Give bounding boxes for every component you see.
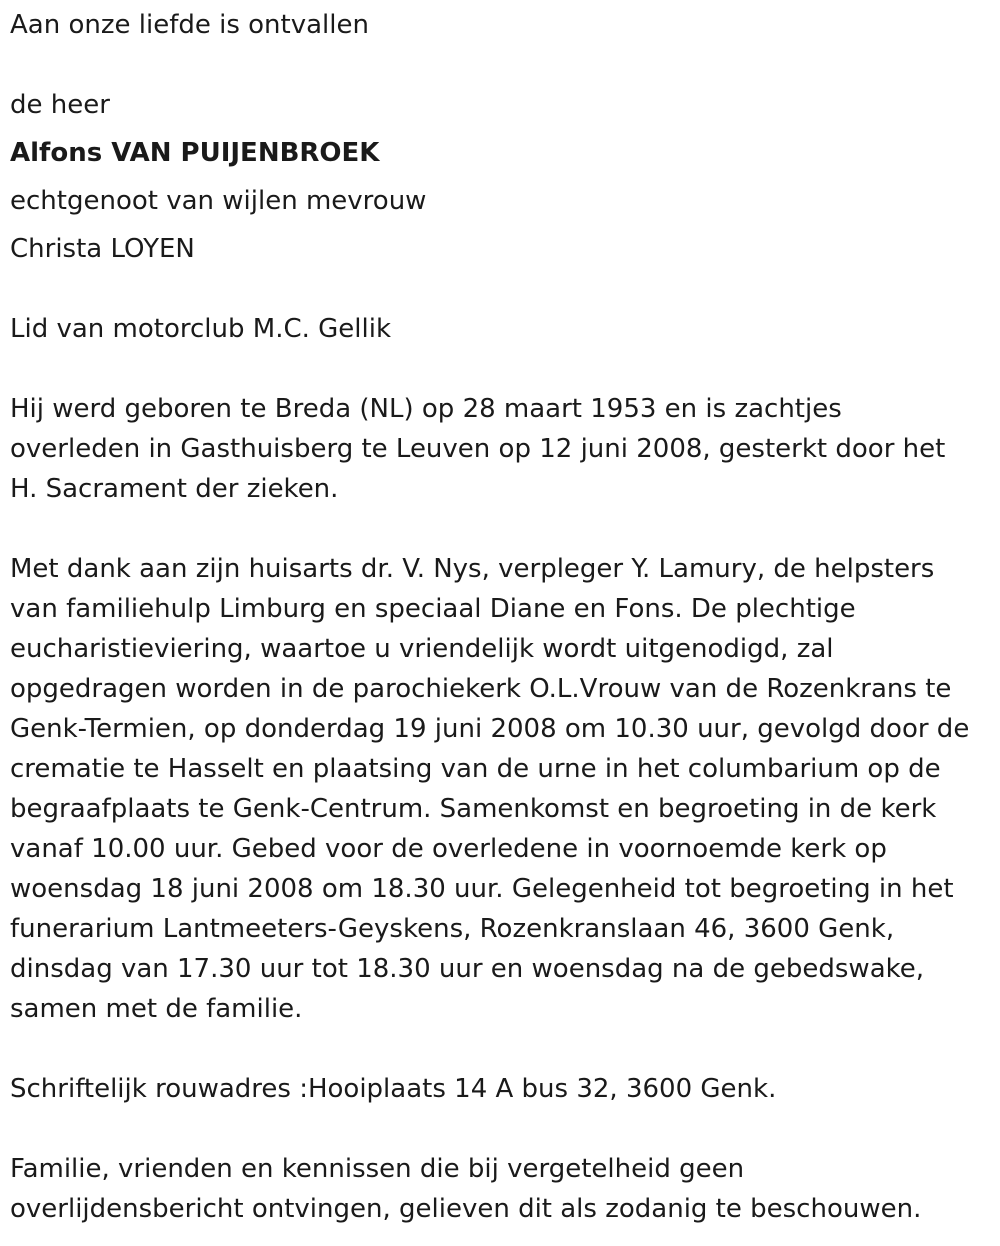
paragraph-line: Genk-Termien, op donderdag 19 juni 2008 om 10.30 uur, gevolgd door de xyxy=(10,714,970,744)
paragraph-line: overleden in Gasthuisberg te Leuven op 12 juni 2008, gesterkt door het xyxy=(10,434,946,464)
paragraph-line: opgedragen worden in de parochiekerk O.L.Vrouw van de Rozenkrans te xyxy=(10,674,952,704)
membership-line: Lid van motorclub M.C. Gellik xyxy=(10,314,392,344)
paragraph-line: eucharistieviering, waartoe u vriendelijk wordt uitgenodigd, zal xyxy=(10,634,834,664)
title-prefix: de heer xyxy=(10,90,110,120)
paragraph-line: begraafplaats te Genk-Centrum. Samenkomst en begroeting in de kerk xyxy=(10,794,937,824)
closing-paragraph xyxy=(10,1149,990,1229)
paragraph-line: funerarium Lantmeeters-Geyskens, Rozenkranslaan 46, 3600 Genk, xyxy=(10,914,895,944)
paragraph-line: Met dank aan zijn huisarts dr. V. Nys, verpleger Y. Lamury, de helpsters xyxy=(10,554,935,584)
paragraph-line: Hij werd geboren te Breda (NL) op 28 maart 1953 en is zachtjes xyxy=(10,394,842,424)
deceased-name: Alfons VAN PUIJENBROEK xyxy=(10,138,380,168)
paragraph-line: H. Sacrament der zieken. xyxy=(10,474,339,504)
paragraph-line: woensdag 18 juni 2008 om 18.30 uur. Gelegenheid tot begroeting in het xyxy=(10,874,954,904)
mourning-address: Schriftelijk rouwadres :Hooiplaats 14 A bus 32, 3600 Genk. xyxy=(10,1074,777,1104)
paragraph-line: crematie te Hasselt en plaatsing van de urne in het columbarium op de xyxy=(10,754,941,784)
paragraph-line: overlijdensbericht ontvingen, gelieven dit als zodanig te beschouwen. xyxy=(10,1194,922,1224)
ceremony-paragraph xyxy=(10,549,990,1029)
paragraph-line: dinsdag van 17.30 uur tot 18.30 uur en woensdag na de gebedswake, xyxy=(10,954,925,984)
spouse-name: Christa LOYEN xyxy=(10,234,195,264)
intro-line: Aan onze liefde is ontvallen xyxy=(10,10,369,40)
spouse-label: echtgenoot van wijlen mevrouw xyxy=(10,186,427,216)
paragraph-line: Familie, vrienden en kennissen die bij vergetelheid geen xyxy=(10,1154,745,1184)
paragraph-line: vanaf 10.00 uur. Gebed voor de overledene in voornoemde kerk op xyxy=(10,834,887,864)
birth-death-paragraph xyxy=(10,389,990,509)
paragraph-line: samen met de familie. xyxy=(10,994,303,1024)
paragraph-line: van familiehulp Limburg en speciaal Diane en Fons. De plechtige xyxy=(10,594,856,624)
